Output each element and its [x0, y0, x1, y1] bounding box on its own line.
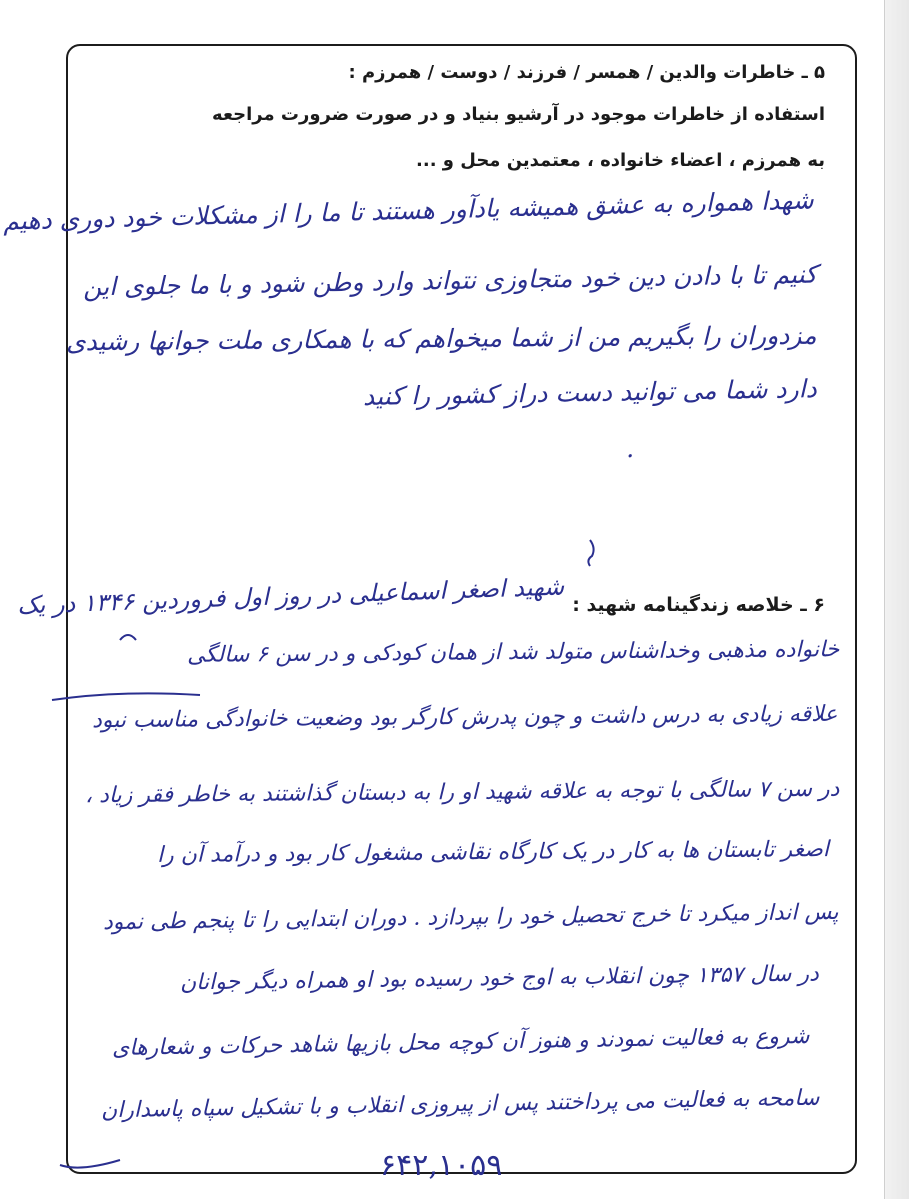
- memoir-handwriting-line-1: شهدا همواره به عشق همیشه یادآور هستند تا ما را از مشکلات خود دوری دهیم: [3, 185, 815, 236]
- memoir-handwriting-line-4: دارد شما می توانید دست دراز کشور را کنید: [363, 374, 818, 411]
- section6-heading: ۶ ـ خلاصه زندگینامه شهید :: [572, 594, 825, 616]
- memoir-handwriting-line-3: مزدوران را بگیریم من از شما میخواهم که با همکاری ملت جوانها رشیدی: [66, 320, 818, 357]
- biography-handwriting-line-2: خانواده مذهبی وخداشناس متولد شد از همان کودکی و در سن ۶ سالگی: [186, 637, 840, 668]
- pen-stroke: [52, 693, 200, 700]
- biography-handwriting-line-1: شهید اصغر اسماعیلی در روز اول فروردین ۱۳۴۶ در یک: [16, 572, 565, 620]
- biography-handwriting-line-3: علاقه زیادی به درس داشت و چون پدرش کارگر بود وضعیت خانوادگی مناسب نبود: [91, 701, 838, 734]
- memoir-handwriting-line-5: .: [625, 433, 635, 464]
- biography-handwriting-line-8: شروع به فعالیت نمودند و هنوز آن کوچه محل بازیها شاهد حرکات و شعارهای: [111, 1023, 810, 1062]
- biography-handwriting-line-6: پس انداز میکرد تا خرج تحصیل خود را بپردازد . دوران ابتدایی را تا پنجم طی نمود: [103, 899, 840, 936]
- biography-handwriting-line-9: سامحه به فعالیت می پرداختند پس از پیروزی انقلاب و با تشکیل سپاه پاسداران: [100, 1085, 820, 1124]
- section5-instruction-line2: به همرزم ، اعضاء خانواده ، معتمدین محل و ...: [416, 150, 825, 171]
- section5-instruction-line1: استفاده از خاطرات موجود در آرشیو بنیاد و در صورت ضرورت مراجعه: [212, 104, 825, 125]
- pen-stroke: [588, 540, 593, 566]
- pen-stroke: [60, 1160, 120, 1168]
- page-number: ۶۴۲,۱۰۵۹: [380, 1148, 503, 1183]
- memoir-handwriting-line-2: کنیم تا با دادن دین خود متجاوزی نتواند وارد وطن شود و با ما جلوی این: [82, 259, 818, 302]
- biography-handwriting-line-5: اصغر تابستان ها به کار در یک کارگاه نقاشی مشغول کار بود و درآمد آن را: [156, 837, 830, 868]
- pen-stroke: [120, 635, 136, 640]
- biography-handwriting-line-7: در سال ۱۳۵۷ چون انقلاب به اوج خود رسیده بود او همراه دیگر جوانان: [180, 961, 820, 996]
- section5-heading: ۵ ـ خاطرات والدین / همسر / فرزند / دوست / همرزم :: [348, 62, 825, 83]
- biography-handwriting-line-4: در سن ۷ سالگی با توجه به علاقه شهید او را به دبستان گذاشتند به خاطر فقر زیاد ،: [84, 776, 840, 809]
